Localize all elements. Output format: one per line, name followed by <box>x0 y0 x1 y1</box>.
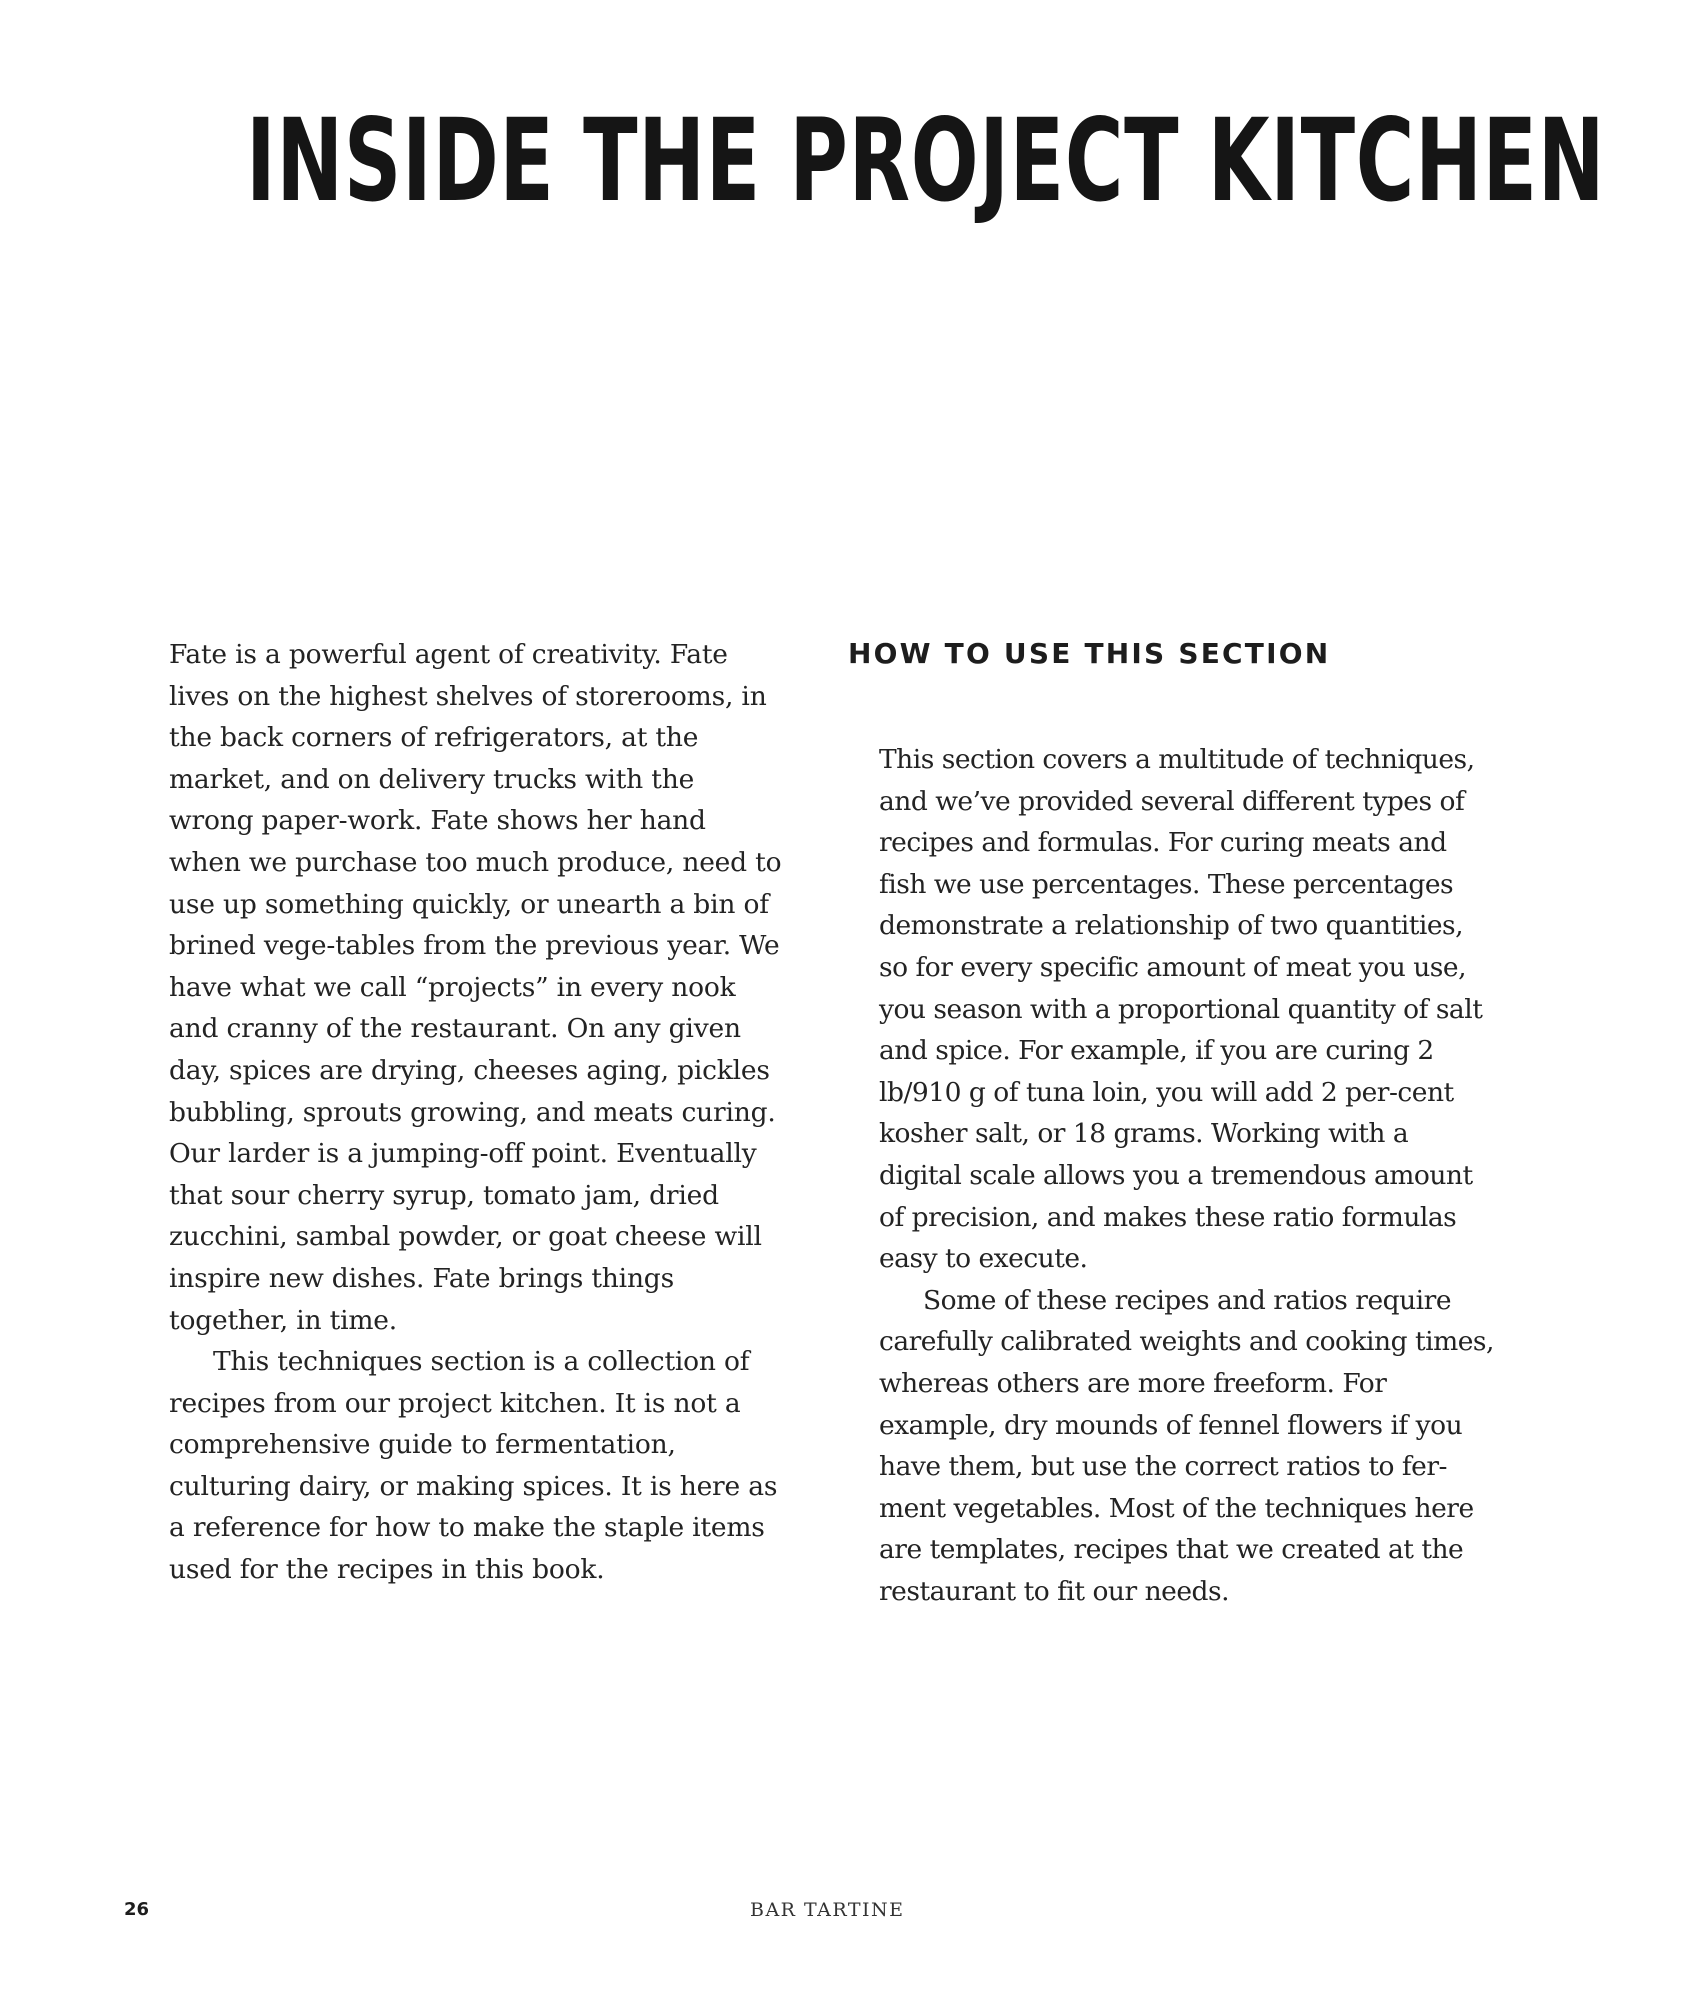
right-column <box>879 739 1494 1612</box>
section-heading: HOW TO USE THIS SECTION <box>848 637 1331 670</box>
page-title: INSIDE THE PROJECT KITCHEN <box>246 94 1606 227</box>
paragraph: This techniques section is a collection of recipes from our project kitchen. It is not a comprehensive guide to fermentation, culturing dairy, or making spices. It is here as a reference for how to make the staple items used for the recipes in this book. <box>169 1346 778 1586</box>
running-footer: BAR TARTINE <box>750 1899 905 1921</box>
paragraph: Some of these recipes and ratios require carefully calibrated weights and cooking times, whereas others are more freeform. For example, dry mounds of fennel flowers if you have them, but use the correct ratios to fer-ment vegetables. Most of the techniques here are templates, recipes that we created at the restaurant to fit our needs. <box>879 1284 1494 1607</box>
paragraph: Fate is a powerful agent of creativity. Fate lives on the highest shelves of storerooms, in the back corners of refrigerators, at the market, and on delivery trucks with the wrong paper-work. Fate shows her hand when we purchase too much produce, need to use up something quickly, or unearth a bin of brined vege-tables from the previous year. We have what we call “projects” in every nook and cranny of the restaurant. On any given day, spices are drying, cheeses aging, pickles bubbling, sprouts growing, and meats curing. Our larder is a jumping-off point. Eventually that sour cherry syrup, tomato jam, dried zucchini, sambal powder, or goat cheese will inspire new dishes. Fate brings things together, in time. <box>169 639 782 1336</box>
page-number: 26 <box>124 1899 150 1920</box>
paragraph: This section covers a multitude of techniques, and we’ve provided several different types of recipes and formulas. For curing meats and fish we use percentages. These percentages demonstrate a relationship of two quantities, so for every specific amount of meat you use, you season with a proportional quantity of salt and spice. For example, if you are curing 2 lb/910 g of tuna loin, you will add 2 per-cent kosher salt, or 18 grams. Working with a digital scale allows you a tremendous amount of precision, and makes these ratio formulas easy to execute. <box>879 744 1483 1275</box>
left-column <box>169 634 784 1591</box>
